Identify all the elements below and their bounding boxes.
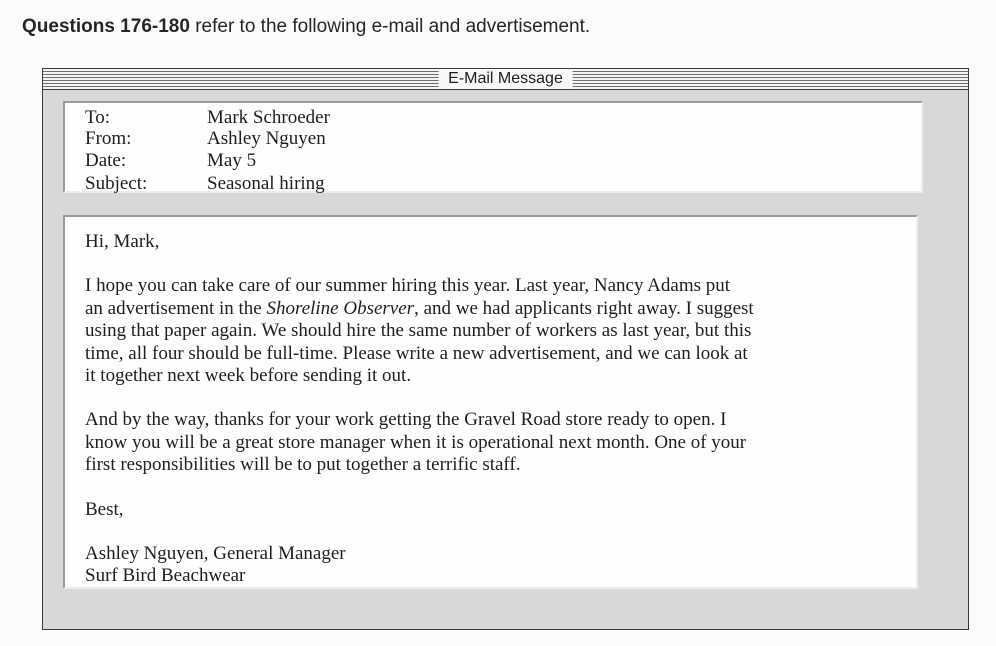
to-value: Mark Schroeder	[207, 107, 330, 128]
paragraph-2-line-2: know you will be a great store manager when it is operational next month. One of your	[85, 431, 747, 453]
title-bar	[43, 69, 968, 90]
from-label: From:	[85, 128, 132, 149]
date-value: May 5	[207, 150, 257, 171]
signature	[85, 543, 905, 588]
email-body-panel	[63, 215, 918, 589]
paragraph-1-line-2	[85, 298, 754, 319]
greeting: Hi, Mark,	[85, 231, 160, 252]
instruction-text: refer to the following e-mail and advertisement.	[195, 16, 591, 37]
paragraph-1-line-2-end: , and we had applicants right away. I suggest	[414, 297, 754, 319]
subject-value: Seasonal hiring	[207, 173, 325, 194]
email-header-panel	[63, 101, 923, 193]
paragraph-2-line-1: And by the way, thanks for your work getting the Gravel Road store ready to open. I	[85, 409, 727, 431]
closing: Best,	[85, 498, 124, 520]
signature-name-title: Ashley Nguyen, General Manager	[85, 543, 346, 565]
window-title: E-Mail Message	[438, 69, 573, 89]
paragraph-1-line-5: it together next week before sending it out.	[85, 365, 412, 387]
paragraph-2	[85, 409, 905, 476]
paragraph-1-line-3: using that paper again. We should hire the same number of workers as last year, but this	[85, 320, 752, 342]
paragraph-2-line-3: first responsibilities will be to put together a terrific staff.	[85, 454, 521, 476]
newspaper-title: Shoreline Observer	[266, 297, 415, 319]
paragraph-1-line-1: I hope you can take care of our summer hiring this year. Last year, Nancy Adams put	[85, 275, 731, 297]
paragraph-1-line-2-start: an advertisement in the	[85, 297, 267, 319]
from-value: Ashley Nguyen	[207, 128, 326, 149]
date-label: Date:	[85, 150, 127, 171]
subject-label: Subject:	[85, 173, 148, 194]
email-window	[42, 68, 969, 630]
signature-company: Surf Bird Beachwear	[85, 565, 246, 587]
paragraph-1-line-4: time, all four should be full-time. Please write a new advertisement, and we can look at	[85, 342, 748, 364]
to-label: To:	[85, 107, 111, 128]
question-range: Questions 176-180	[22, 16, 190, 37]
email-body	[85, 231, 905, 588]
question-instruction	[22, 16, 590, 38]
paragraph-1	[85, 275, 905, 387]
